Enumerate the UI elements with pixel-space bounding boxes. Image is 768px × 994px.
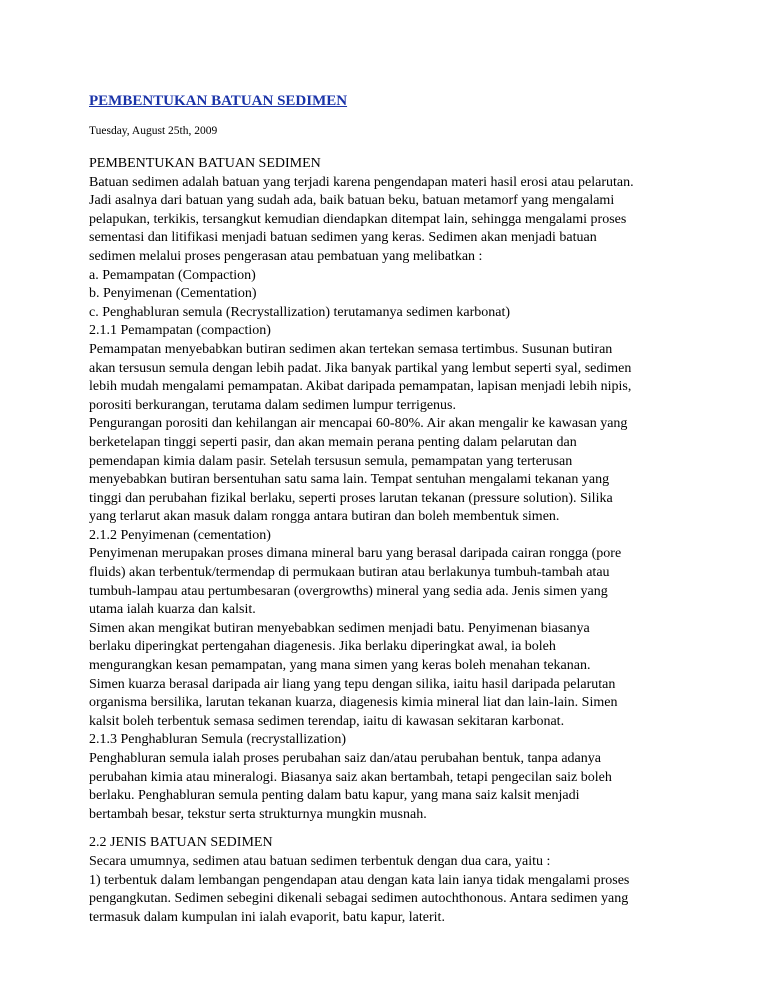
text-line: menyebabkan butiran bersentuhan satu sama lain. Tempat sentuhan mengalami tekanan yang [89,472,610,488]
text-line: berketelapan tinggi seperti pasir, dan akan memain perana penting dalam pelarutan dan [89,434,577,450]
text-line: Secara umumnya, sedimen atau batuan sedimen terbentuk dengan dua cara, yaitu : [89,853,551,869]
text-line: pelapukan, terkikis, tersangkut kemudian diendapkan ditempat lain, sehingga mengalami proses [89,211,627,227]
text-line: b. Penyimenan (Cementation) [89,286,257,302]
text-line: Pengurangan porositi dan kehilangan air mencapai 60-80%. Air akan mengalir ke kawasan yang [89,416,628,432]
text-line: sedimen melalui proses pengerasan atau pembatuan yang melibatkan : [89,248,483,264]
text-line: lebih mudah mengalami pemampatan. Akibat daripada pemampatan, lapisan menjadi lebih nipis, [89,379,632,395]
paragraph-gap [89,824,688,834]
text-line: Batuan sedimen adalah batuan yang terjadi karena pengendapan materi hasil erosi atau pelarutan. [89,174,634,190]
article-body [89,155,689,824]
text-line: termasuk dalam kumpulan ini ialah evaporit, batu kapur, laterit. [89,909,445,925]
text-line: PEMBENTUKAN BATUAN SEDIMEN [89,156,321,171]
text-line: pengangkutan. Sedimen sebegini dikenali sebagai sedimen autochthonous. Antara sedimen yang [89,891,629,907]
text-line: porositi berkurangan, terutama dalam sedimen lumpur terrigenus. [89,397,457,413]
text-line: berlaku diperingkat pertengahan diagenesis. Jika berlaku diperingkat awal, ia boleh [89,639,556,655]
text-line: fluids) akan terbentuk/termendap di permukaan butiran atau berlakunya tumbuh-tambah atau [89,565,610,581]
article-body-section-2 [89,834,689,927]
text-line: Penghabluran semula ialah proses perubahan saiz dan/atau perubahan bentuk, tanpa adanya [89,751,601,766]
text-line: tumbuh-lampau atau pertumbesaran (overgrowths) mineral yang sedia ada. Jenis simen yang [89,583,608,599]
text-line: 2.1.1 Pemampatan (compaction) [89,323,271,339]
text-line: 1) terbentuk dalam lembangan pengendapan atau dengan kata lain ianya tidak mengalami proses [89,872,630,888]
text-line: berlaku. Penghabluran semula penting dalam batu kapur, yang mana saiz kalsit menjadi [89,788,580,804]
text-line: organisma bersilika, larutan tekanan kuarza, diagenesis kimia mineral liat dan lain-lain. Simen [89,695,618,711]
text-line: Penyimenan merupakan proses dimana mineral baru yang berasal daripada cairan rongga (pore [89,546,622,562]
text-line: kalsit boleh terbentuk semasa sedimen terendap, iaitu di kawasan sekitaran karbonat. [89,713,565,729]
text-line: Pemampatan menyebabkan butiran sedimen akan tertekan semasa tertimbus. Susunan butiran [89,341,613,357]
text-line: yang terlarut akan masuk dalam rongga antara butiran dan boleh membentuk simen. [89,509,560,525]
article-title-link[interactable]: PEMBENTUKAN BATUAN SEDIMEN [89,93,348,109]
text-line: a. Pemampatan (Compaction) [89,267,256,283]
text-line: 2.2 JENIS BATUAN SEDIMEN [89,835,273,851]
text-line: tinggi dan perubahan fizikal berlaku, seperti proses larutan tekanan (pressure solution). Silika [89,490,613,506]
text-line: akan tersusun semula dengan lebih padat. Jika banyak partikal yang lembut seperti syal, sedimen [89,360,632,376]
text-line: 2.1.3 Penghabluran Semula (recrystallization) [89,732,346,748]
text-line: 2.1.2 Penyimenan (cementation) [89,527,271,543]
text-line: Simen akan mengikat butiran menyebabkan sedimen menjadi batu. Penyimenan biasanya [89,620,590,636]
text-line: c. Penghabluran semula (Recrystallization) terutamanya sedimen karbonat) [89,304,511,320]
text-line: Jadi asalnya dari batuan yang sudah ada, baik batuan beku, batuan metamorf yang mengalami [89,193,615,209]
text-line: pemendapan kimia dalam pasir. Setelah tersusun semula, pemampatan yang terterusan [89,453,573,469]
post-date: Tuesday, August 25th, 2009 [89,125,218,137]
text-line: perubahan kimia atau mineralogi. Biasanya saiz akan bertambah, tetapi pengecilan saiz boleh [89,769,612,785]
text-line: bertambah besar, tekstur serta strukturnya mungkin musnah. [89,806,427,822]
text-line: Simen kuarza berasal daripada air liang yang tepu dengan silika, iaitu hasil daripada pelarutan [89,676,616,692]
text-line: mengurangkan kesan pemampatan, yang mana simen yang keras boleh menahan tekanan. [89,658,591,674]
text-line: sementasi dan litifikasi menjadi batuan sedimen yang keras. Sedimen akan menjadi batuan [89,230,597,246]
text-line: utama ialah kuarza dan kalsit. [89,602,256,618]
